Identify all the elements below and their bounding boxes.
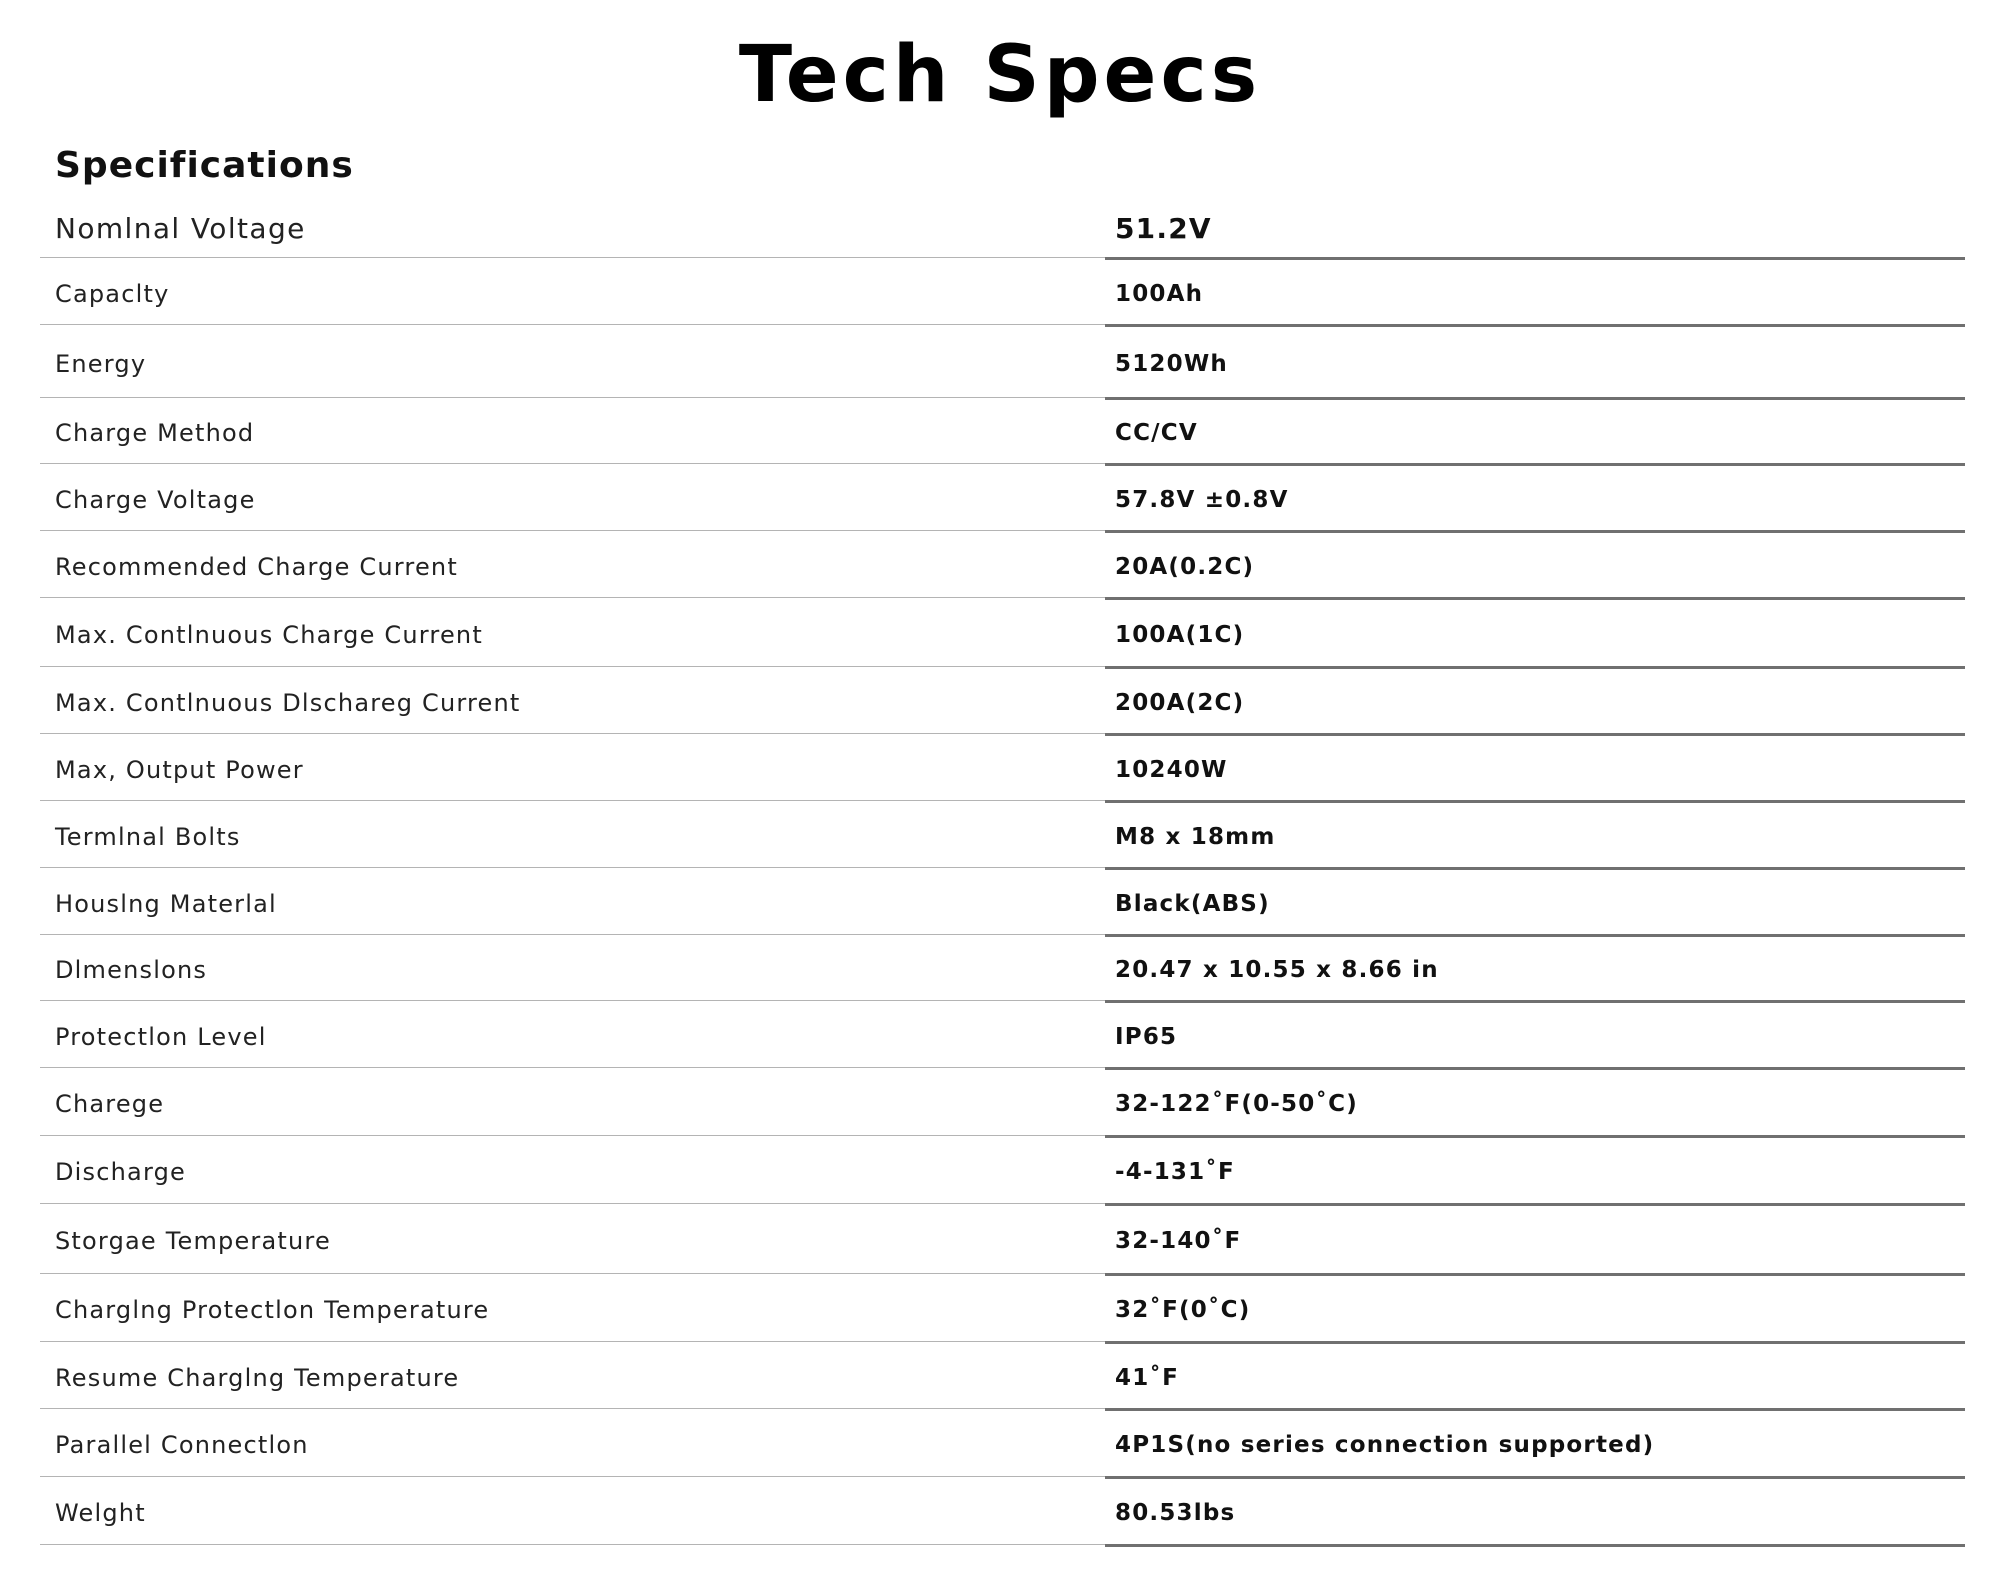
spec-value: 57.8V ±0.8V <box>1115 487 1289 513</box>
spec-value: 51.2V <box>1115 212 1212 245</box>
spec-value: 80.53lbs <box>1115 1500 1236 1526</box>
spec-row <box>0 667 2000 734</box>
spec-value: 100Ah <box>1115 281 1204 307</box>
spec-row <box>0 1274 2000 1342</box>
spec-label: Max. Contlnuous Charge Current <box>55 621 483 649</box>
spec-value: 20A(0.2C) <box>1115 554 1255 580</box>
spec-row <box>0 1204 2000 1274</box>
spec-value: 10240W <box>1115 757 1228 783</box>
spec-label: Parallel Connectlon <box>55 1431 309 1459</box>
spec-row <box>0 1342 2000 1409</box>
spec-label: Charglng Protectlon Temperature <box>55 1296 490 1324</box>
spec-value: 20.47 x 10.55 x 8.66 in <box>1115 957 1439 983</box>
spec-label: Discharge <box>55 1158 187 1186</box>
spec-row <box>0 464 2000 531</box>
spec-value: 5120Wh <box>1115 351 1228 377</box>
spec-value: 41˚F <box>1115 1365 1180 1391</box>
spec-row <box>0 398 2000 464</box>
spec-row <box>0 935 2000 1001</box>
spec-label: Storgae Temperature <box>55 1227 331 1255</box>
spec-label: Max. Contlnuous Dlschareg Current <box>55 689 521 717</box>
spec-label: Energy <box>55 350 147 378</box>
spec-label: Charge Voltage <box>55 486 256 514</box>
spec-label: Protectlon Level <box>55 1023 267 1051</box>
spec-row <box>0 598 2000 667</box>
spec-label: Resume Charglng Temperature <box>55 1364 460 1392</box>
spec-row <box>0 325 2000 398</box>
spec-value: Black(ABS) <box>1115 891 1270 917</box>
spec-label: Recommended Charge Current <box>55 553 458 581</box>
spec-row <box>0 1409 2000 1477</box>
spec-row <box>0 1068 2000 1136</box>
page-title: Tech Specs <box>738 30 1262 120</box>
spec-value: 32˚F(0˚C) <box>1115 1297 1251 1323</box>
spec-row <box>0 1136 2000 1204</box>
spec-value: 100A(1C) <box>1115 622 1245 648</box>
spec-label: Charege <box>55 1090 165 1118</box>
spec-value: 32-140˚F <box>1115 1228 1242 1254</box>
spec-value: IP65 <box>1115 1024 1178 1050</box>
spec-value: 4P1S(no series connection supported) <box>1115 1432 1655 1458</box>
spec-row <box>0 258 2000 325</box>
spec-label: Charge Method <box>55 419 255 447</box>
spec-value: M8 x 18mm <box>1115 824 1276 850</box>
spec-value: 32-122˚F(0-50˚C) <box>1115 1091 1358 1117</box>
section-heading: Specifications <box>55 145 354 186</box>
spec-label: Max, Output Power <box>55 756 304 784</box>
spec-row <box>0 734 2000 801</box>
spec-label: Dlmenslons <box>55 956 208 984</box>
spec-value: CC/CV <box>1115 420 1198 446</box>
spec-label: Houslng Materlal <box>55 890 277 918</box>
row-divider <box>1105 1544 1965 1547</box>
spec-row <box>0 531 2000 598</box>
spec-value: -4-131˚F <box>1115 1159 1235 1185</box>
spec-label: Nomlnal Voltage <box>55 212 306 245</box>
row-divider <box>40 1544 1105 1545</box>
spec-row <box>0 1001 2000 1068</box>
spec-row <box>0 868 2000 935</box>
spec-row <box>0 196 2000 258</box>
spec-row <box>0 801 2000 868</box>
spec-label: Termlnal Bolts <box>55 823 241 851</box>
spec-row <box>0 1477 2000 1545</box>
spec-label: Capaclty <box>55 280 170 308</box>
spec-value: 200A(2C) <box>1115 690 1245 716</box>
spec-label: Welght <box>55 1499 146 1527</box>
